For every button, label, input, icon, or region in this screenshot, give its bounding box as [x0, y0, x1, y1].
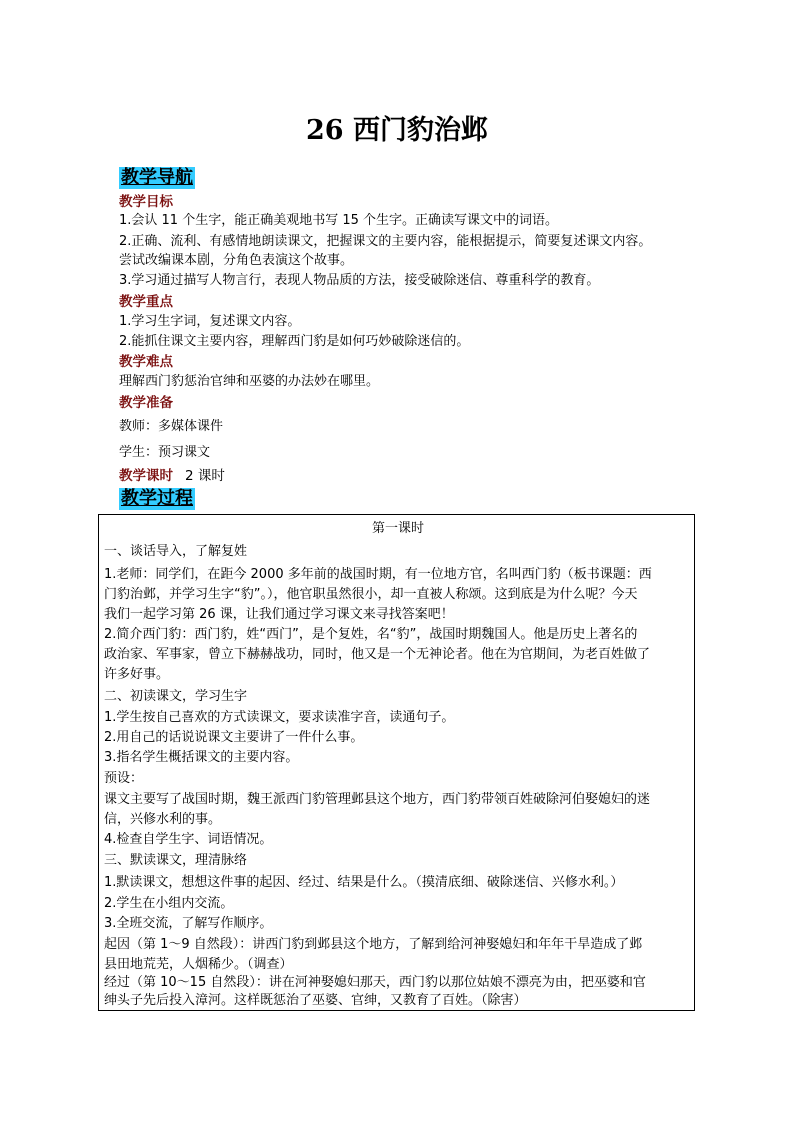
- process-table: [98, 514, 695, 1011]
- process-line: 课文主要写了战国时期，魏王派西门豹管理邺县这个地方，西门豹带领百姓破除河伯娶媳妇的迷: [104, 792, 651, 807]
- process-line: 1.学生按自己喜欢的方式读课文，要求读准字音，读通句子。: [104, 710, 455, 725]
- process-line: 门豹治邺，并学习生字“豹”。），他官职虽然很小，却一直被人称颂。这到底是为什么呢？今天: [104, 587, 638, 602]
- process-line: 3.指名学生概括课文的主要内容。: [104, 750, 299, 765]
- key-point-line: 1.学习生字词，复述课文内容。: [119, 314, 301, 329]
- process-line: 县田地荒芜，人烟稀少。（调查）: [104, 957, 293, 972]
- process-line: 一、谈话导入，了解复姓: [104, 544, 248, 559]
- process-line: 政治家、军事家，曾立下赫赫战功，同时，他又是一个无神论者。他在为官期间，为老百姓做了: [104, 647, 651, 662]
- process-line: 二、初读课文，学习生字: [104, 689, 248, 704]
- hours-label: 教学课时: [119, 468, 173, 484]
- label-key-points: 教学重点: [119, 294, 173, 310]
- hours-value: 2 课时: [185, 468, 225, 484]
- process-line: 信，兴修水利的事。: [104, 812, 222, 827]
- label-hours: [119, 467, 225, 485]
- process-line: 预设：: [104, 771, 144, 786]
- document-title: 26 西门豹治邺: [306, 115, 488, 146]
- objective-line: 2.正确、流利、有感情地朗读课文，把握课文的主要内容，能根据提示，简要复述课文内容。: [119, 234, 652, 249]
- process-line: 许多好事。: [104, 667, 170, 682]
- process-line: 2.简介西门豹：西门豹，姓“西门”，是个复姓，名“豹”，战国时期魏国人。他是历史上著名的: [104, 627, 638, 642]
- process-line: 1.老师：同学们，在距今 2000 多年前的战国时期，有一位地方官，名叫西门豹（板书课题：西: [104, 567, 652, 582]
- preparation-teacher: 教师：多媒体课件: [119, 419, 224, 434]
- process-line: 3.全班交流，了解写作顺序。: [104, 916, 273, 931]
- process-line: 起因（第 1～9 自然段）：讲西门豹到邺县这个地方，了解到给河神娶媳妇和年年干旱造成了邺: [104, 937, 643, 952]
- heading-teaching-process: 教学过程: [121, 488, 193, 509]
- preparation-student: 学生：预习课文: [119, 445, 211, 460]
- process-line: 1.默读课文，想想这件事的起因、经过、结果是什么。（摸清底细、破除迷信、兴修水利。）: [104, 875, 624, 890]
- objective-line: 3.学习通过描写人物言行，表现人物品质的方法，接受破除迷信、尊重科学的教育。: [119, 273, 600, 288]
- objective-line: 尝试改编课本剧，分角色表演这个故事。: [119, 253, 354, 268]
- process-line: 经过（第 10～15 自然段）：讲在河神娶媳妇那天，西门豹以那位姑娘不漂亮为由，把巫婆和官: [104, 975, 646, 990]
- process-line: 2.用自己的话说说课文主要讲了一件什么事。: [104, 730, 364, 745]
- key-point-line: 2.能抓住课文主要内容，理解西门豹是如何巧妙破除迷信的。: [119, 334, 470, 349]
- label-difficulties: 教学难点: [119, 354, 173, 370]
- process-line: 4.检查自学生字、词语情况。: [104, 832, 273, 847]
- label-objectives: 教学目标: [119, 194, 173, 210]
- heading-teaching-guide: 教学导航: [121, 167, 193, 188]
- process-line: 我们一起学习第 26 课，让我们通过学习课文来寻找答案吧！: [104, 607, 454, 622]
- process-line: 绅头子先后投入漳河。这样既惩治了巫婆、官绅，又教育了百姓。（除害）: [104, 993, 527, 1008]
- label-preparation: 教学准备: [119, 395, 173, 411]
- process-line: 2.学生在小组内交流。: [104, 896, 234, 911]
- process-line: 三、默读课文，理清脉络: [104, 853, 248, 868]
- difficulty-line: 理解西门豹惩治官绅和巫婆的办法妙在哪里。: [119, 374, 380, 389]
- objective-line: 1.会认 11 个生字，能正确美观地书写 15 个生字。正确读写课文中的词语。: [119, 213, 559, 228]
- lesson-title: 第一课时: [371, 521, 424, 536]
